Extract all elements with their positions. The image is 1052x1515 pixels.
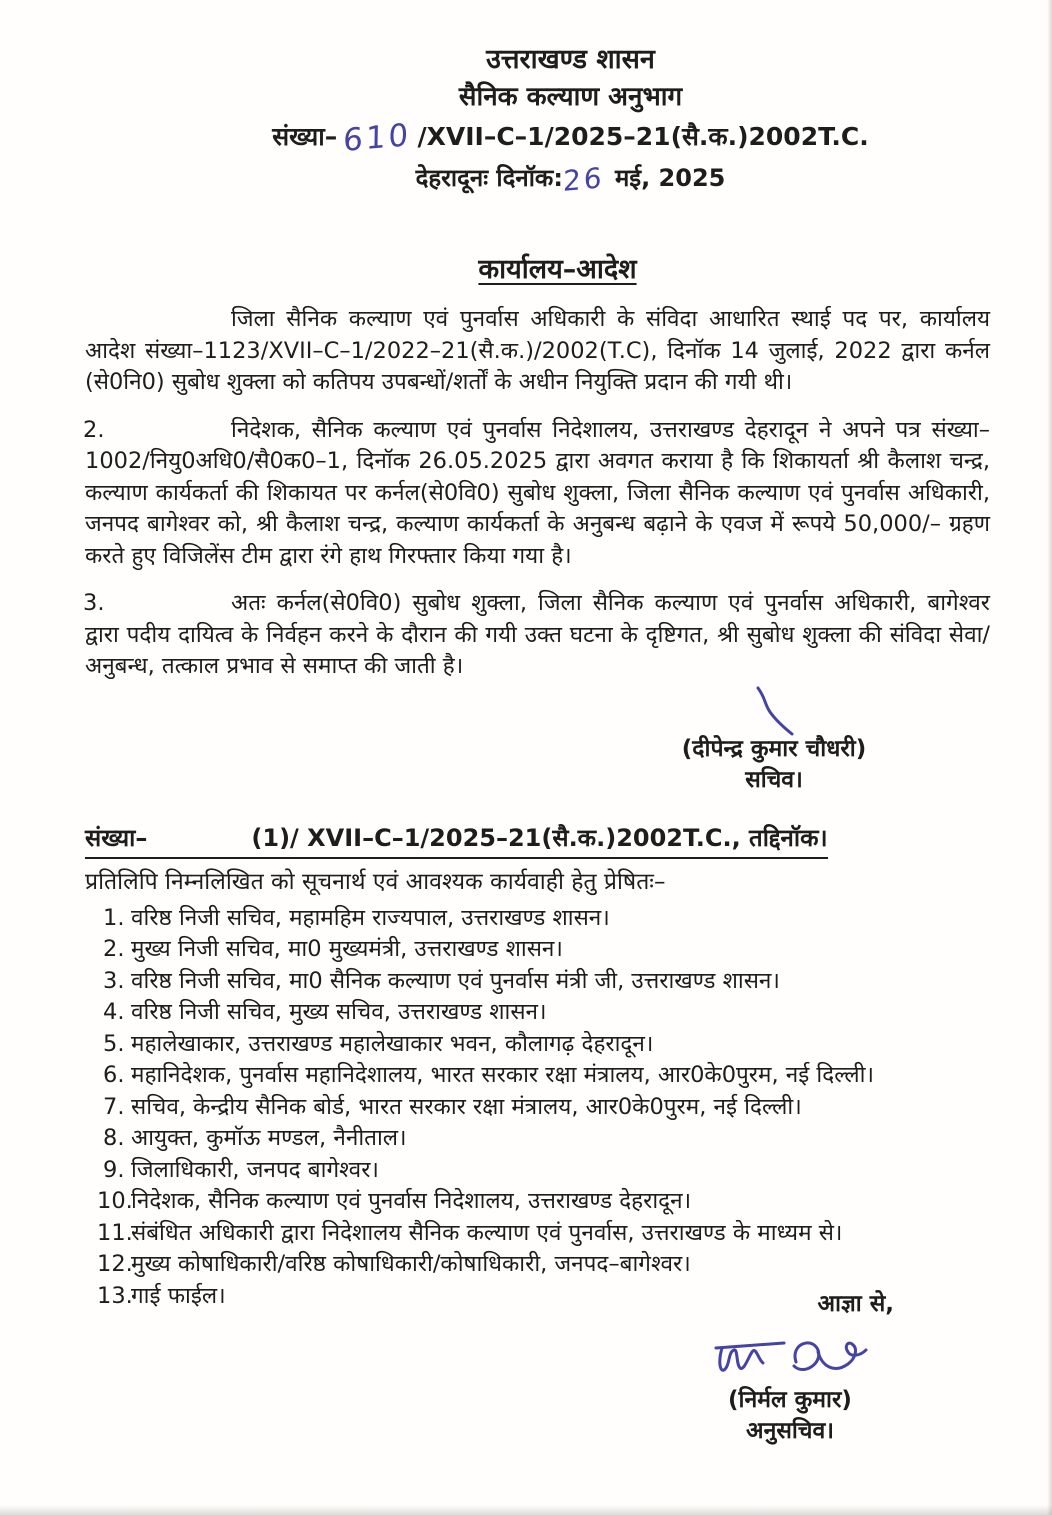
endorsement-number-line (85, 821, 828, 859)
recipient-number: 3. (103, 967, 125, 994)
recipient-number: 7. (103, 1093, 125, 1120)
order-number-prefix: संख्या– (272, 122, 338, 151)
endorsement-number-row (85, 795, 990, 859)
recipient-item (85, 1123, 990, 1155)
secretary-signature-block (644, 685, 904, 795)
order-number-rest: /XVII–C–1/2025–21(सै.क.)2002T.C. (417, 122, 869, 151)
endorsement-number-text: (1)/ XVII–C–1/2025–21(सै.क.)2002T.C., तद्दिनॉक। (251, 823, 828, 852)
recipient-number: 9. (103, 1156, 125, 1183)
by-order-text: आज्ञा से, (817, 1291, 894, 1317)
recipient-item (85, 1092, 990, 1124)
department-name: सैनिक कल्याण अनुभाग (458, 82, 683, 112)
recipient-item (85, 934, 990, 966)
recipient-number: 2. (103, 936, 125, 962)
place-date-line (151, 159, 990, 199)
order-number-line (151, 116, 990, 159)
recipient-number: 1. (103, 904, 125, 931)
scan-edge-shadow-bottom (0, 1505, 1052, 1515)
recipient-text: वरिष्ठ निजी सचिव, महामहिम राज्यपाल, उत्तराखण्ड शासन। (131, 904, 610, 931)
recipient-item (85, 997, 990, 1029)
paragraph-1 (85, 304, 990, 399)
handwritten-signature (710, 1332, 870, 1390)
recipient-item (85, 1186, 990, 1218)
recipient-text: संबंधित अधिकारी द्वारा निदेशालय सैनिक कल्याण एवं पुनर्वास, उत्तराखण्ड के माध्यम से। (131, 1219, 843, 1246)
recipient-item (85, 1249, 990, 1281)
recipient-item (85, 1029, 990, 1061)
copy-forward-line: प्रतिलिपि निम्नलिखित को सूचनार्थ एवं आवश्यक कार्यवाही हेतु प्रेषितः– (85, 868, 666, 895)
recipient-item (85, 966, 990, 998)
recipient-text: जिलाधिकारी, जनपद बागेश्वर। (131, 1156, 379, 1183)
under-secretary-designation: अनुसचिव। (746, 1418, 834, 1444)
recipient-text: महानिदेशक, पुनर्वास महानिदेशालय, भारत सरकार रक्षा मंत्रालय, आर0के0पुरम, नई दिल्ली। (131, 1062, 874, 1088)
handwritten-order-number: 610 (343, 116, 412, 160)
pen-stroke-signature (750, 685, 798, 737)
secretary-designation: सचिव। (745, 766, 803, 793)
paragraph-2-text: निदेशक, सैनिक कल्याण एवं पुनर्वास निदेशालय, उत्तराखण्ड देहरादून ने अपने पत्र संख्या–1002/नियु0अधि0/सै0क0–1, दिनॉक 26.05.2025 द्वारा अवगत कराया है कि शिकायर्ता श्री कैलाश चन्द्र, कल्याण कार्यकर्ता की शिकायत पर कर्नल(से0वि0) सुबोध शुक्ला, जिला सैनिक कल्याण एवं पुनर्वास अधिकारी, जनपद बागेश्वर को, श्री कैलाश चन्द्र, कल्याण कार्यकर्ता के अनुबन्ध बढ़ाने के एवज में रूपये 50,000/– ग्रहण करते हुए विजिलेंस टीम द्वारा रंगे हाथ गिरफ्तार किया गया है। (85, 416, 990, 569)
recipient-text: आयुक्त, कुमॉऊ मण्डल, नैनीताल। (131, 1125, 407, 1151)
recipient-text: महालेखाकार, उत्तराखण्ड महालेखाकार भवन, कौलागढ़ देहरादून। (131, 1030, 654, 1057)
paragraph-3 (85, 588, 990, 683)
under-secretary-signature-block (660, 1332, 920, 1446)
date-rest: मई, 2025 (614, 164, 726, 192)
secretary-name: (दीपेन्द्र कुमार चौधरी) (681, 735, 867, 762)
handwritten-date-day: 26 (562, 161, 605, 198)
recipient-number: 10. (97, 1188, 133, 1214)
paragraph-1-text: जिला सैनिक कल्याण एवं पुनर्वास अधिकारी के संविदा आधारित स्थाई पद पर, कार्यालय आदेश संख्या–1123/XVII–C–1/2022–21(सै.क.)/2002(T.C), दिनॉक 14 जुलाई, 2022 द्वारा कर्नल (से0नि0) सुबोध शुक्ला को कतिपय उपबन्धों/शर्तों के अधीन नियुक्ति प्रदान की गयी थी। (85, 306, 990, 395)
recipient-number: 4. (103, 999, 125, 1025)
recipient-item (85, 1218, 990, 1250)
place-date-prefix: देहरादूनः दिनॉक: (415, 164, 563, 192)
recipient-number: 6. (103, 1062, 125, 1088)
paragraph-3-text: अतः कर्नल(से0वि0) सुबोध शुक्ला, जिला सैनिक कल्याण एवं पुनर्वास अधिकारी, बागेश्वर द्वारा पदीय दायित्व के निर्वहन करने के दौरान की गयी उक्त घटना के दृष्टिगत, श्री सुबोध शुक्ला की संविदा सेवा/अनुबन्ध, तत्काल प्रभाव से समाप्त की जाती है। (85, 590, 990, 679)
recipients-list (85, 903, 990, 1313)
recipient-text: सचिव, केन्द्रीय सैनिक बोर्ड, भारत सरकार रक्षा मंत्रालय, आर0के0पुरम, नई दिल्ली। (131, 1093, 802, 1120)
paragraph-3-number: 3. (83, 590, 105, 616)
recipient-text: निदेशक, सैनिक कल्याण एवं पुनर्वास निदेशालय, उत्तराखण्ड देहरादून। (131, 1188, 692, 1214)
recipient-number: 13. (97, 1282, 133, 1309)
recipient-number: 8. (103, 1125, 125, 1151)
letterhead (151, 42, 990, 199)
recipient-text: मुख्य कोषाधिकारी/वरिष्ठ कोषाधिकारी/कोषाधिकारी, जनपद–बागेश्वर। (131, 1251, 691, 1277)
recipient-number: 11. (97, 1219, 133, 1246)
endorsement-number-label: संख्या– (85, 823, 148, 852)
government-name: उत्तराखण्ड शासन (486, 44, 655, 75)
recipient-item (85, 903, 990, 935)
paragraph-2-number: 2. (83, 416, 105, 443)
recipient-number: 12. (97, 1251, 133, 1277)
recipient-text: वरिष्ठ निजी सचिव, मा0 सैनिक कल्याण एवं पुनर्वास मंत्री जी, उत्तराखण्ड शासन। (131, 967, 780, 994)
under-secretary-name: (निर्मल कुमार) (728, 1387, 852, 1413)
paragraph-2 (85, 415, 990, 573)
recipient-text: वरिष्ठ निजी सचिव, मुख्य सचिव, उत्तराखण्ड शासन। (131, 999, 547, 1025)
scan-edge-shadow-right (1047, 0, 1052, 1515)
recipient-number: 5. (103, 1030, 125, 1057)
recipient-text: मुख्य निजी सचिव, मा0 मुख्यमंत्री, उत्तराखण्ड शासन। (131, 936, 563, 962)
recipient-text: गाई फाईल। (131, 1282, 226, 1309)
document-title: कार्यालय–आदेश (478, 254, 637, 285)
recipient-item (85, 1155, 990, 1187)
recipient-item (85, 1060, 990, 1092)
